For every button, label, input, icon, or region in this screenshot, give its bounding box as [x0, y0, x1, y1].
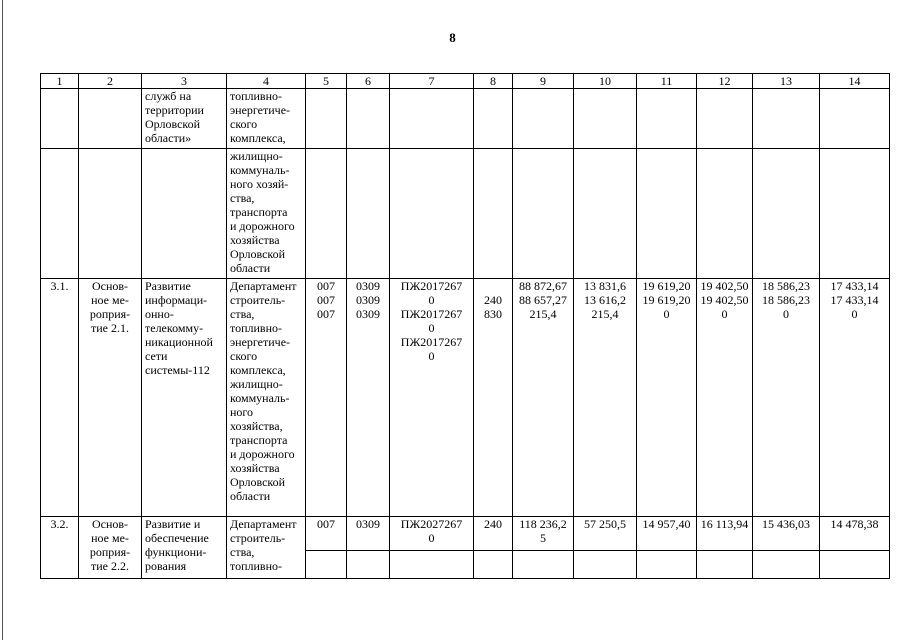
header-cell: 7 [390, 74, 474, 89]
amount-cell: 19 402,50 19 402,50 0 [697, 279, 753, 517]
header-cell: 13 [753, 74, 820, 89]
measure-type-cell: Основ- ное ме- роприя- тие 2.2. [79, 517, 142, 579]
table-cell [574, 89, 637, 149]
amount-cell: 118 236,2 5 [513, 517, 574, 551]
table-row [41, 149, 890, 279]
table-cell [142, 149, 227, 279]
amount-cell: 13 831,6 13 616,2 215,4 [574, 279, 637, 517]
table-cell [306, 551, 347, 579]
executor-cell: Департамент строитель- ства, топливно- энергетиче- ского комплекса, жилищно- коммуналь- ного хозяйства, транспорта и дорожного хозяйства Орловской области [227, 279, 306, 517]
table-cell [474, 149, 513, 279]
table-cell [753, 551, 820, 579]
table-cell [753, 89, 820, 149]
page-number: 8 [449, 30, 456, 45]
table-cell [513, 89, 574, 149]
header-cell: 8 [474, 74, 513, 89]
amount-cell: 17 433,14 17 433,14 0 [820, 279, 890, 517]
code-cell: 240 [474, 517, 513, 551]
code-cell: ПЖ2017267 0 ПЖ2017267 0 ПЖ2017267 0 [390, 279, 474, 517]
program-table [40, 73, 890, 579]
code-cell: 240 830 [474, 279, 513, 517]
header-cell: 9 [513, 74, 574, 89]
header-row [41, 74, 890, 89]
amount-cell: 16 113,94 [697, 517, 753, 551]
table-cell [697, 149, 753, 279]
row-number-cell: 3.2. [41, 517, 79, 579]
table-cell [820, 149, 890, 279]
table-cell [306, 89, 347, 149]
table-cell [306, 149, 347, 279]
table-cell [820, 551, 890, 579]
header-cell: 2 [79, 74, 142, 89]
table-row-3-1 [41, 279, 890, 517]
header-cell: 1 [41, 74, 79, 89]
measure-name-cell: служб на территории Орловской области» [142, 89, 227, 149]
table-cell [41, 149, 79, 279]
table-cell [637, 89, 697, 149]
amount-cell: 15 436,03 [753, 517, 820, 551]
header-cell: 6 [347, 74, 390, 89]
measure-name-cell: Развитие и обеспечение функциони- рования [142, 517, 227, 579]
header-cell: 5 [306, 74, 347, 89]
table-row-3-2 [41, 517, 890, 551]
table-cell [513, 551, 574, 579]
header-cell: 12 [697, 74, 753, 89]
table-cell [574, 551, 637, 579]
executor-cell: жилищно- коммуналь- ного хозяй- ства, транспорта и дорожного хозяйства Орловской области [227, 149, 306, 279]
table-cell [697, 89, 753, 149]
code-cell: ПЖ2027267 0 [390, 517, 474, 551]
executor-cell: Департамент строитель- ства, топливно- [227, 517, 306, 579]
code-cell: 007 [306, 517, 347, 551]
table-cell [390, 551, 474, 579]
table-cell [79, 89, 142, 149]
table-cell [390, 89, 474, 149]
table-cell [347, 551, 390, 579]
executor-cell: топливно- энергетиче- ского комплекса, [227, 89, 306, 149]
amount-cell: 14 957,40 [637, 517, 697, 551]
amount-cell: 19 619,20 19 619,20 0 [637, 279, 697, 517]
page-edge-line [2, 0, 3, 640]
row-number-cell: 3.1. [41, 279, 79, 517]
header-cell: 11 [637, 74, 697, 89]
table-cell [347, 149, 390, 279]
header-cell: 10 [574, 74, 637, 89]
table-cell [637, 551, 697, 579]
measure-type-cell: Основ- ное ме- роприя- тие 2.1. [79, 279, 142, 517]
amount-cell: 14 478,38 [820, 517, 890, 551]
amount-cell: 18 586,23 18 586,23 0 [753, 279, 820, 517]
header-cell: 14 [820, 74, 890, 89]
table-cell [637, 149, 697, 279]
measure-name-cell: Развитие информаци- онно- телекомму- никационной сети системы-112 [142, 279, 227, 517]
table-cell [513, 149, 574, 279]
table-row [41, 89, 890, 149]
table-cell [574, 149, 637, 279]
header-cell: 3 [142, 74, 227, 89]
table-cell [347, 89, 390, 149]
table-cell [390, 149, 474, 279]
amount-cell: 88 872,67 88 657,27 215,4 [513, 279, 574, 517]
code-cell: 0309 0309 0309 [347, 279, 390, 517]
code-cell: 0309 [347, 517, 390, 551]
code-cell: 007 007 007 [306, 279, 347, 517]
table-cell [79, 149, 142, 279]
table-cell [753, 149, 820, 279]
table-cell [41, 89, 79, 149]
table-cell [697, 551, 753, 579]
table-cell [474, 551, 513, 579]
header-cell: 4 [227, 74, 306, 89]
table-cell [474, 89, 513, 149]
table-cell [820, 89, 890, 149]
amount-cell: 57 250,5 [574, 517, 637, 551]
